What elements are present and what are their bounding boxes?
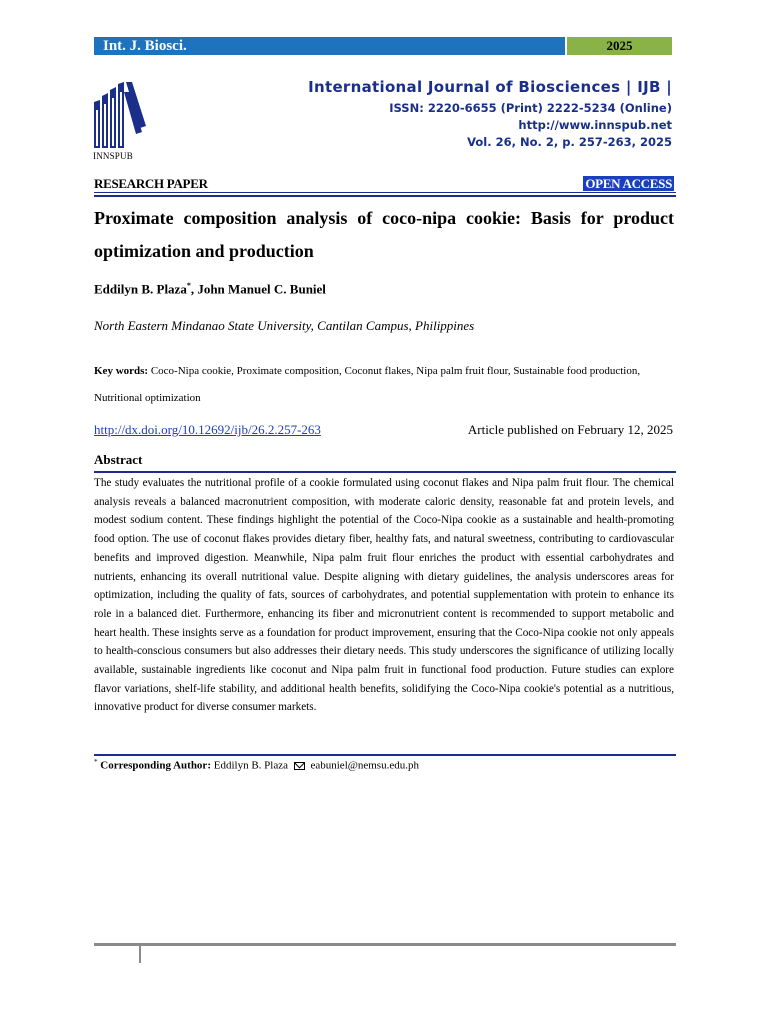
keywords-label: Key words: bbox=[94, 365, 149, 377]
abstract-text: The study evaluates the nutritional profile of a cookie formulated using coconut flakes and Nipa palm fruit flour. The chemical analysis reveals a balanced macronutrient composition, with moderate caloric density, reasonable fat and protein levels, and modest sodium content. These findings highlight the potential of the Coco-Nipa cookie as a sustainable and health-promoting food option. The use of coconut flakes provides dietary fiber, healthy fats, and natural sweetness, contributing to cardiovascular benefits and improved digestion. Meanwhile, Nipa palm fruit flour enriches the product with essential carbohydrates and nutrients, enhancing its overall nutritional value. Despite aligning with dietary guidelines, the analysis underscores areas for optimization, including the quality of fats, sources of carbohydrates, and potential supplementation with protein to enhance its role in a balanced diet. Furthermore, enhancing its fiber and micronutrient content is recommended to support metabolic and heart health. These insights serve as a foundation for product improvement, ensuring that the Coco-Nipa cookie not only appeals to health-conscious consumers but also addresses their dietary needs. This study underscores the significance of utilizing locally available, sustainable ingredients like coconut and Nipa palm fruit in functional food production. Future studies can explore flavor variations, shelf-life stability, and additional health benefits, solidifying the Coco-Nipa cookie's potential as a nutritious, innovative product for diverse consumer markets. bbox=[94, 477, 674, 714]
journal-abbrev-bar bbox=[94, 37, 565, 55]
publisher-name: INNSPUB bbox=[93, 151, 133, 161]
author-list bbox=[94, 281, 326, 297]
corresponding-author bbox=[94, 758, 419, 772]
author-name: John Manuel C. Buniel bbox=[197, 281, 326, 297]
year-bar bbox=[567, 37, 672, 55]
corresponding-mark: * bbox=[186, 281, 191, 290]
affiliation: North Eastern Mindanao State University, Cantilan Campus, Philippines bbox=[94, 318, 475, 333]
author-separator: , bbox=[190, 281, 198, 297]
journal-abbrev: Int. J. Biosci. bbox=[103, 38, 187, 54]
keywords bbox=[94, 358, 674, 412]
journal-title: International Journal of Biosciences | IJB | bbox=[308, 78, 672, 96]
corresponding-mark: * bbox=[94, 758, 98, 766]
journal-issn: ISSN: 2220-6655 (Print) 2222-5234 (Online) bbox=[389, 101, 672, 115]
header-divider-bold bbox=[94, 195, 676, 197]
open-access-badge: OPEN ACCESS bbox=[585, 176, 672, 191]
abstract-heading: Abstract bbox=[94, 452, 143, 467]
publication-date: Article published on February 12, 2025 bbox=[467, 422, 673, 437]
journal-volume: Vol. 26, No. 2, p. 257-263, 2025 bbox=[467, 135, 672, 149]
footer-divider bbox=[94, 943, 676, 946]
year: 2025 bbox=[606, 38, 633, 53]
innspub-books-icon bbox=[92, 80, 148, 150]
journal-url[interactable]: http://www.innspub.net bbox=[518, 118, 672, 132]
footer-tick bbox=[139, 946, 141, 963]
envelope-icon bbox=[294, 762, 305, 770]
header-divider bbox=[94, 192, 676, 193]
article-type-label: RESEARCH PAPER bbox=[94, 176, 208, 191]
corresponding-label: Corresponding Author: bbox=[100, 759, 211, 772]
doi-link[interactable]: http://dx.doi.org/10.12692/ijb/26.2.257-263 bbox=[94, 422, 321, 437]
corresponding-name: Eddilyn B. Plaza bbox=[213, 759, 288, 772]
abstract-divider-top bbox=[94, 471, 676, 473]
keywords-list: Coco-Nipa cookie, Proximate composition, Coconut flakes, Nipa palm fruit flour, Sustainable food production, Nutritional optimization bbox=[94, 365, 641, 404]
author-name: Eddilyn B. Plaza bbox=[94, 281, 187, 297]
abstract-divider-bottom bbox=[94, 754, 676, 756]
corresponding-email[interactable]: eabuniel@nemsu.edu.ph bbox=[310, 759, 419, 772]
article-title: Proximate composition analysis of coco-nipa cookie: Basis for product optimization and production bbox=[94, 208, 674, 261]
